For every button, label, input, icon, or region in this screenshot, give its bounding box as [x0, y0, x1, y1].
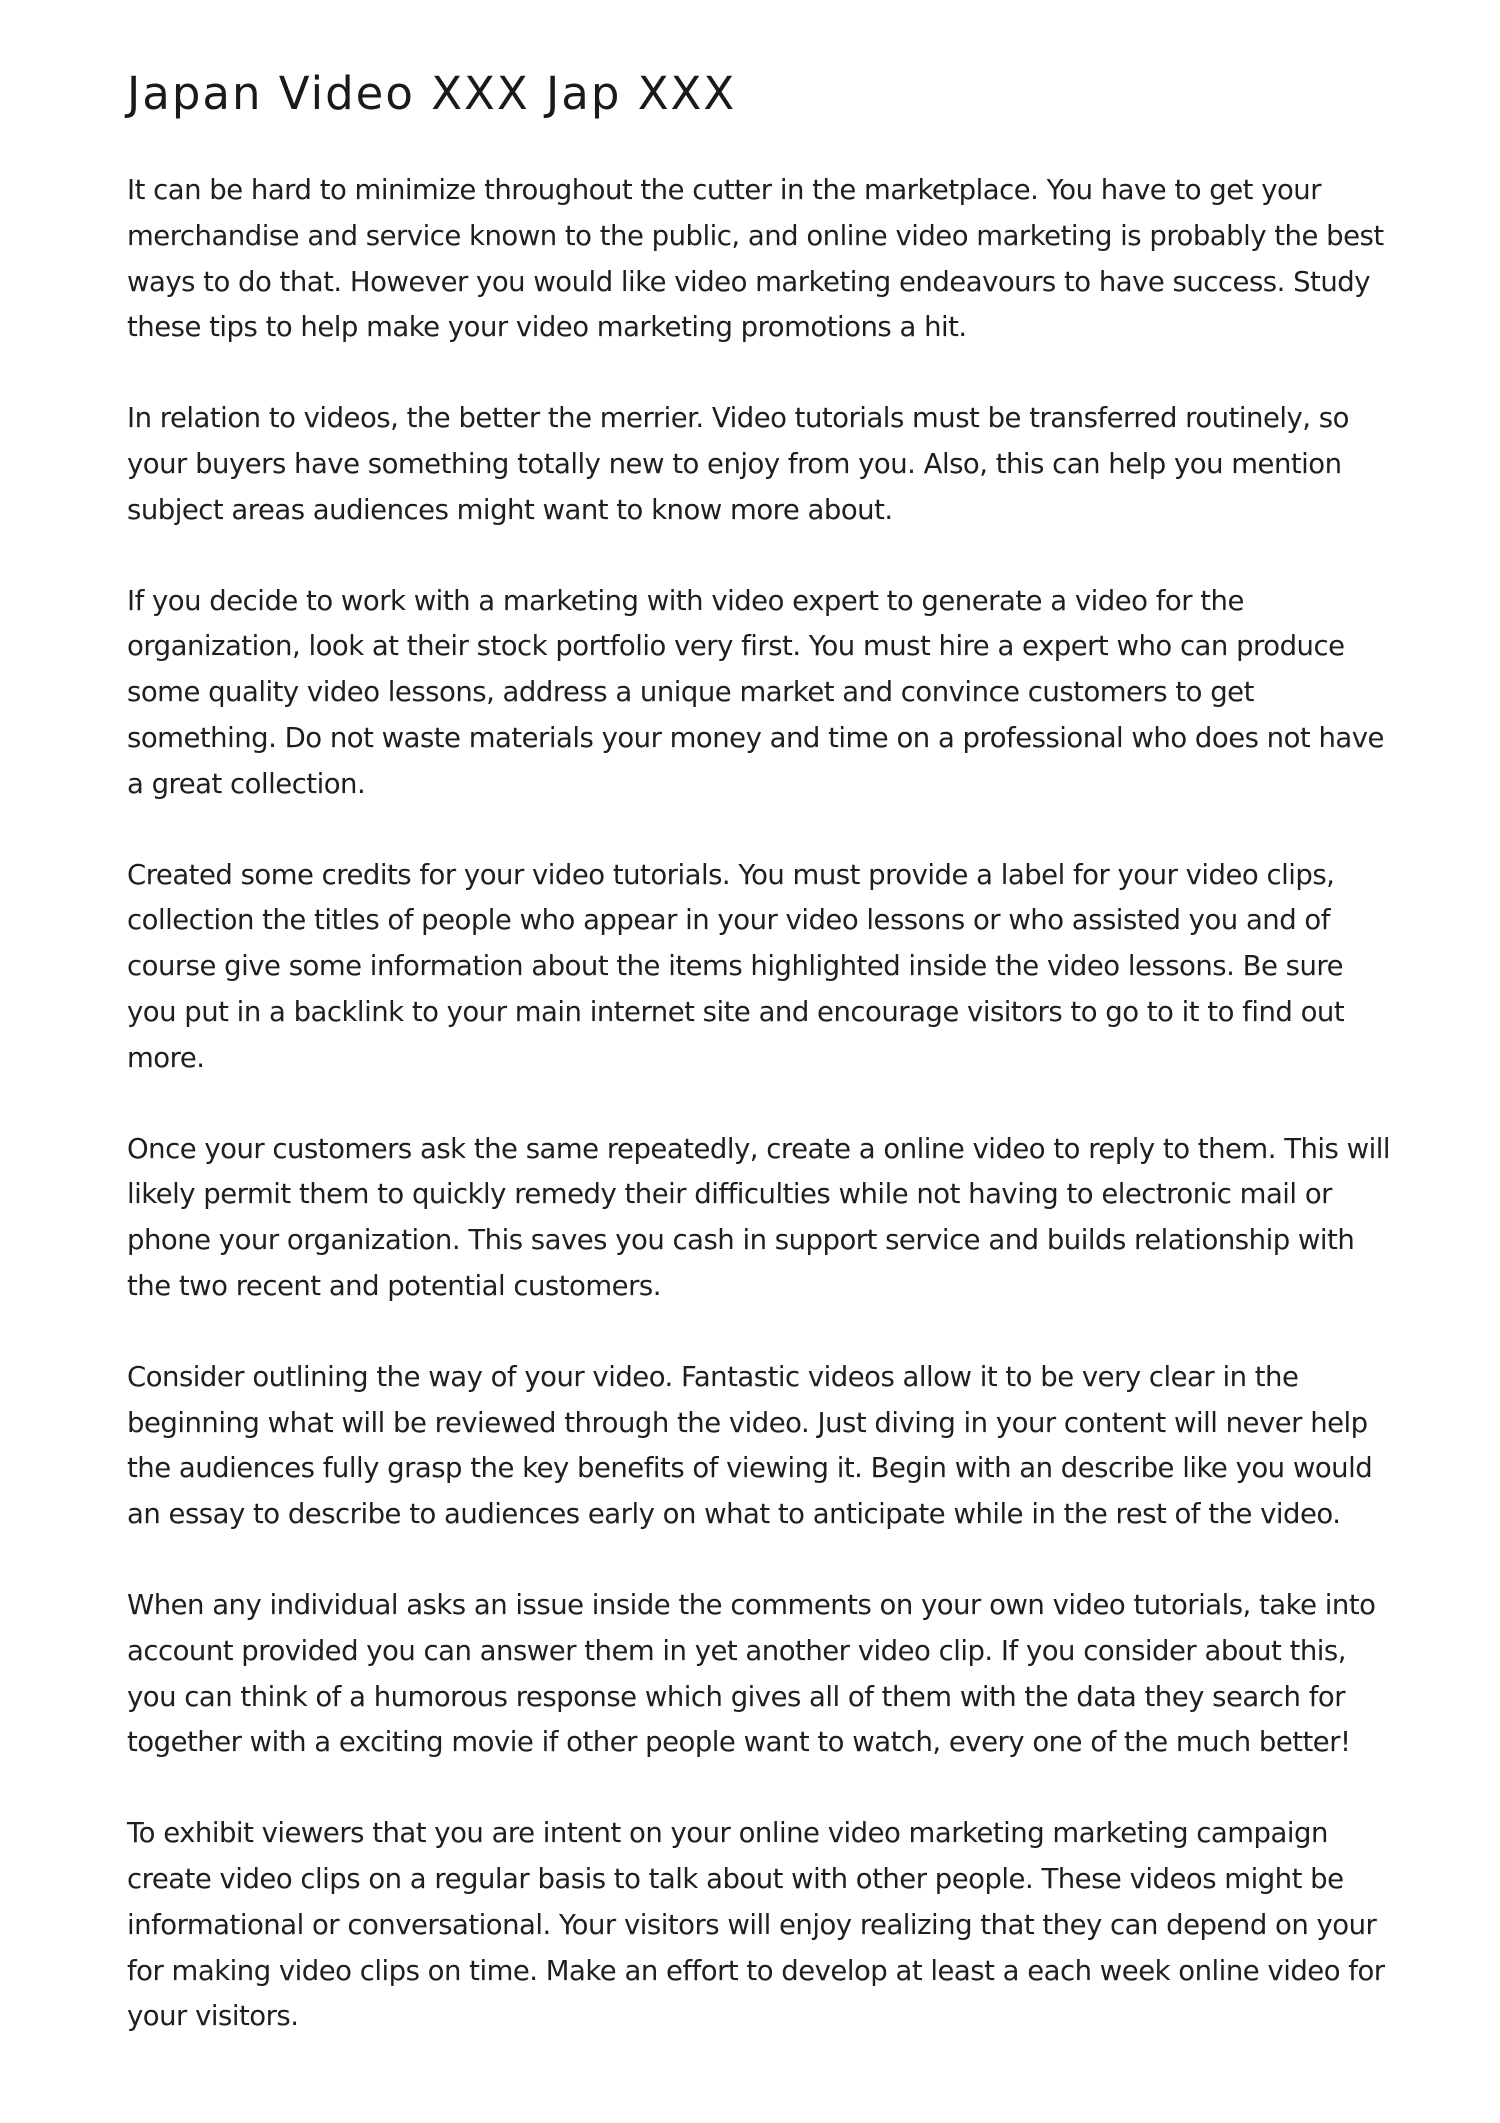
article-body — [127, 168, 1397, 2085]
paragraph: If you decide to work with a marketing with video expert to generate a video for the organization, look at their stock portfolio very first. You must hire a expert who can produce some quality video lessons, address a unique market and convince customers to get something. Do not waste materials your money and time on a professional who does not have a great collection. — [127, 584, 1384, 800]
page-title: Japan Video XXX Jap XXX — [127, 67, 737, 120]
paragraph: To exhibit viewers that you are intent on your online video marketing marketing campaign create video clips on a regular basis to talk about with other people. These videos might be informational or conversational. Your visitors will enjoy realizing that they can depend on your for making video clips on time. Make an effort to develop at least a each week online video for your visitors. — [127, 1817, 1385, 2033]
paragraph: In relation to videos, the better the merrier. Video tutorials must be transferred routinely, so your buyers have something totally new to enjoy from you. Also, this can help you mention subject areas audiences might want to know more about. — [127, 402, 1349, 526]
paragraph: It can be hard to minimize throughout the cutter in the marketplace. You have to get your merchandise and service known to the public, and online video marketing is probably the best ways to do that. However you would like video marketing endeavours to have success. Study these tips to help make your video marketing promotions a hit. — [127, 174, 1384, 344]
paragraph: When any individual asks an issue inside the comments on your own video tutorials, take into account provided you can answer them in yet another video clip. If you consider about this, you can think of a humorous response which gives all of them with the data they search for together with a exciting movie if other people want to watch, every one of the much better! — [127, 1588, 1376, 1759]
paragraph: Created some credits for your video tutorials. You must provide a label for your video clips, collection the titles of people who appear in your video lessons or who assisted you and of course give some information about the items highlighted inside the video lessons. Be sure you put in a backlink to your main internet site and encourage visitors to go to it to find out more. — [127, 858, 1345, 1074]
paragraph: Once your customers ask the same repeatedly, create a online video to reply to them. This will likely permit them to quickly remedy their difficulties while not having to electronic mail or phone your organization. This saves you cash in support service and builds relationship with the two recent and potential customers. — [127, 1132, 1391, 1302]
paragraph: Consider outlining the way of your video. Fantastic videos allow it to be very clear in the beginning what will be reviewed through the video. Just diving in your content will never help the audiences fully grasp the key benefits of viewing it. Begin with an describe like you would an essay to describe to audiences early on what to anticipate while in the rest of the video. — [127, 1360, 1373, 1531]
